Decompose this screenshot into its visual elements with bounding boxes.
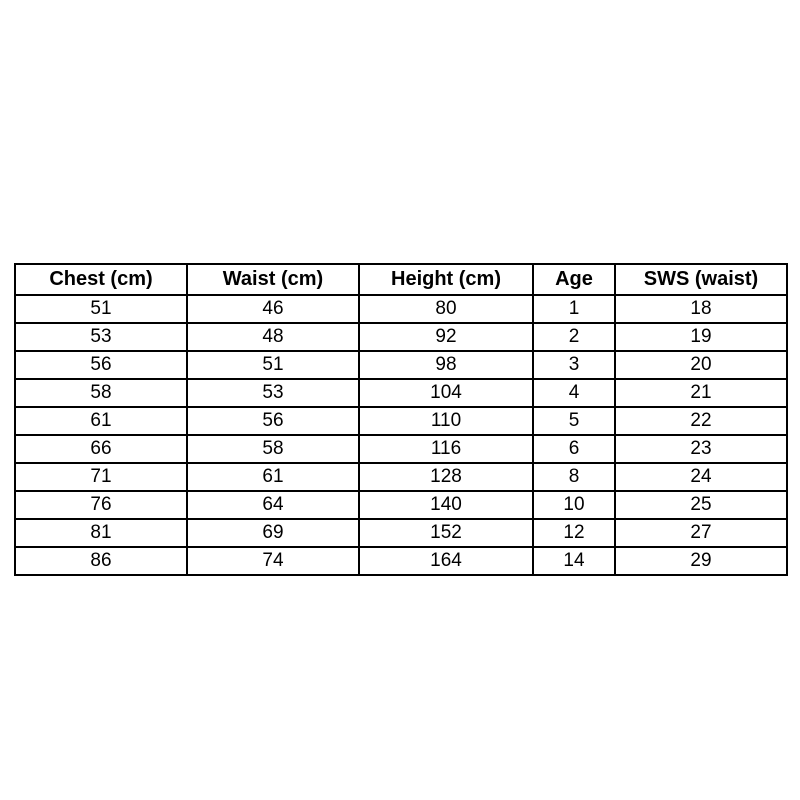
column-header-waist: Waist (cm) bbox=[187, 264, 359, 295]
table-row bbox=[15, 463, 787, 491]
table-row bbox=[15, 547, 787, 575]
cell-height: 116 bbox=[359, 435, 533, 463]
cell-age: 5 bbox=[533, 407, 615, 435]
cell-age: 8 bbox=[533, 463, 615, 491]
cell-sws-waist: 29 bbox=[615, 547, 787, 575]
cell-waist: 53 bbox=[187, 379, 359, 407]
cell-sws-waist: 18 bbox=[615, 295, 787, 323]
table-row bbox=[15, 295, 787, 323]
column-header-age: Age bbox=[533, 264, 615, 295]
cell-height: 80 bbox=[359, 295, 533, 323]
cell-age: 3 bbox=[533, 351, 615, 379]
cell-waist: 51 bbox=[187, 351, 359, 379]
cell-height: 128 bbox=[359, 463, 533, 491]
cell-chest: 76 bbox=[15, 491, 187, 519]
cell-chest: 51 bbox=[15, 295, 187, 323]
cell-chest: 53 bbox=[15, 323, 187, 351]
table-row bbox=[15, 491, 787, 519]
cell-age: 10 bbox=[533, 491, 615, 519]
cell-sws-waist: 22 bbox=[615, 407, 787, 435]
column-header-height: Height (cm) bbox=[359, 264, 533, 295]
cell-chest: 86 bbox=[15, 547, 187, 575]
cell-chest: 58 bbox=[15, 379, 187, 407]
table-row bbox=[15, 323, 787, 351]
cell-waist: 48 bbox=[187, 323, 359, 351]
cell-waist: 58 bbox=[187, 435, 359, 463]
cell-sws-waist: 27 bbox=[615, 519, 787, 547]
column-header-chest: Chest (cm) bbox=[15, 264, 187, 295]
table-row bbox=[15, 519, 787, 547]
cell-height: 140 bbox=[359, 491, 533, 519]
cell-sws-waist: 21 bbox=[615, 379, 787, 407]
column-header-sws-waist: SWS (waist) bbox=[615, 264, 787, 295]
cell-height: 152 bbox=[359, 519, 533, 547]
cell-chest: 66 bbox=[15, 435, 187, 463]
cell-height: 104 bbox=[359, 379, 533, 407]
cell-height: 110 bbox=[359, 407, 533, 435]
cell-height: 92 bbox=[359, 323, 533, 351]
table-row bbox=[15, 407, 787, 435]
cell-waist: 56 bbox=[187, 407, 359, 435]
cell-age: 2 bbox=[533, 323, 615, 351]
table-row bbox=[15, 379, 787, 407]
table-row bbox=[15, 351, 787, 379]
cell-chest: 61 bbox=[15, 407, 187, 435]
table-header-row bbox=[15, 264, 787, 295]
cell-sws-waist: 23 bbox=[615, 435, 787, 463]
cell-chest: 56 bbox=[15, 351, 187, 379]
cell-sws-waist: 19 bbox=[615, 323, 787, 351]
cell-waist: 64 bbox=[187, 491, 359, 519]
cell-chest: 81 bbox=[15, 519, 187, 547]
cell-age: 6 bbox=[533, 435, 615, 463]
cell-sws-waist: 24 bbox=[615, 463, 787, 491]
cell-height: 164 bbox=[359, 547, 533, 575]
cell-age: 1 bbox=[533, 295, 615, 323]
cell-age: 4 bbox=[533, 379, 615, 407]
cell-height: 98 bbox=[359, 351, 533, 379]
cell-age: 12 bbox=[533, 519, 615, 547]
cell-sws-waist: 20 bbox=[615, 351, 787, 379]
table-header bbox=[15, 264, 787, 295]
cell-chest: 71 bbox=[15, 463, 187, 491]
cell-age: 14 bbox=[533, 547, 615, 575]
cell-waist: 74 bbox=[187, 547, 359, 575]
cell-waist: 46 bbox=[187, 295, 359, 323]
size-chart-table bbox=[14, 263, 788, 576]
cell-waist: 69 bbox=[187, 519, 359, 547]
table-row bbox=[15, 435, 787, 463]
table-body bbox=[15, 295, 787, 575]
cell-waist: 61 bbox=[187, 463, 359, 491]
cell-sws-waist: 25 bbox=[615, 491, 787, 519]
size-chart-container bbox=[14, 263, 786, 576]
